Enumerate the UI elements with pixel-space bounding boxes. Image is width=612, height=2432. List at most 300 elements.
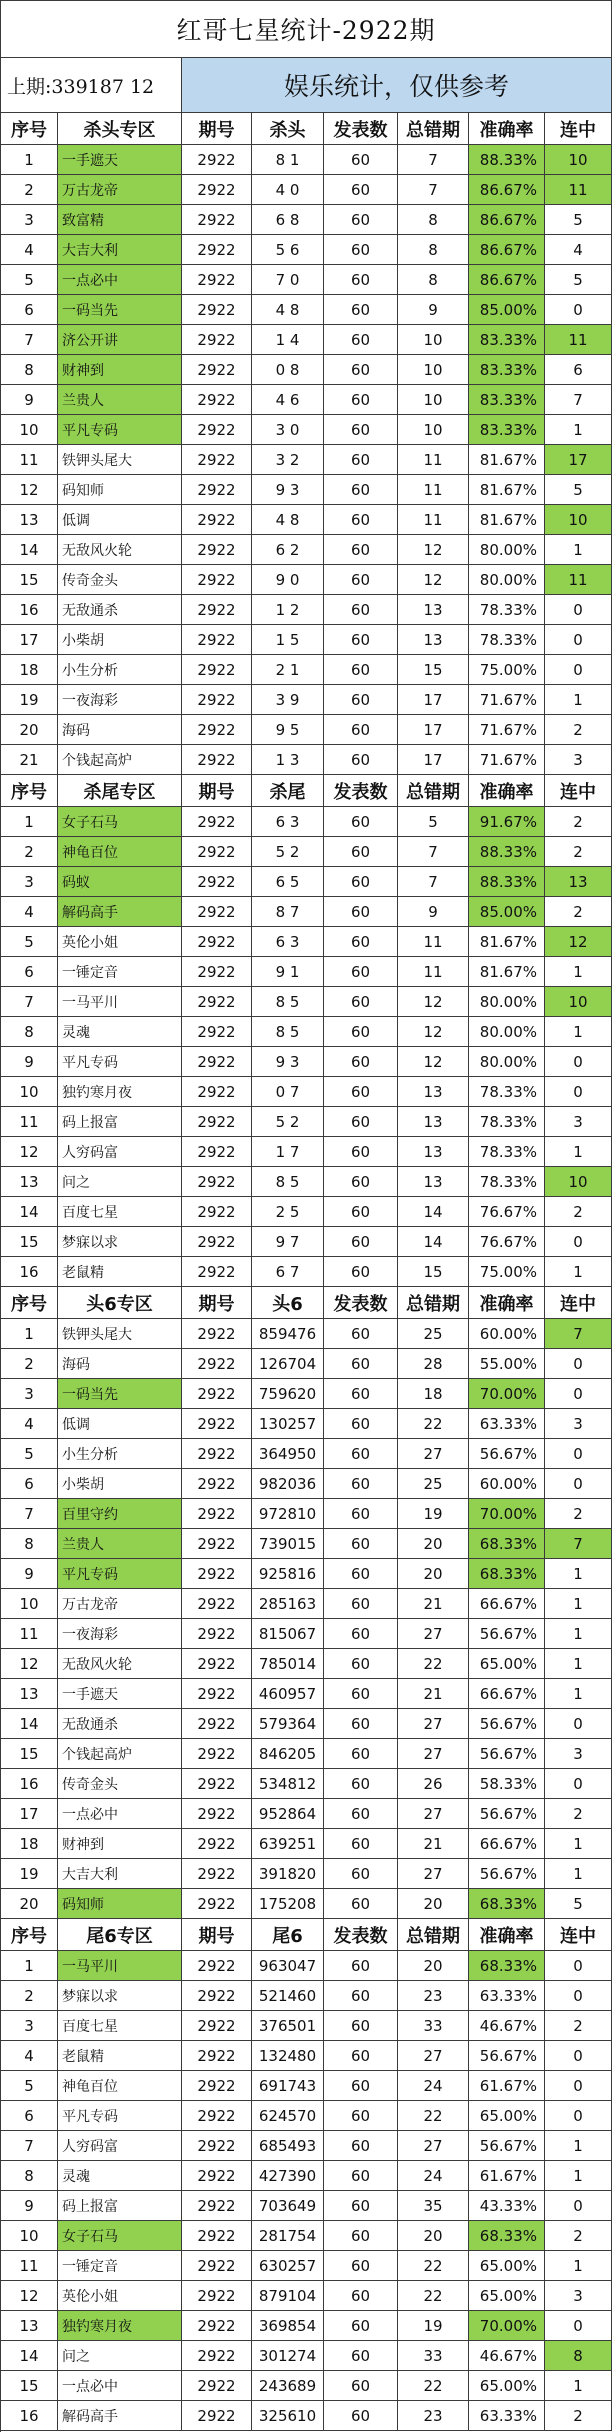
streak-cell: 10 (545, 505, 612, 535)
table-row (1, 2251, 612, 2281)
row-index-cell: 1 (1, 1951, 58, 1981)
row-index-cell: 14 (1, 535, 58, 565)
row-index-cell: 11 (1, 1619, 58, 1649)
table-row (1, 2131, 612, 2161)
issue-cell: 2922 (182, 1799, 252, 1829)
accuracy-cell: 66.67% (469, 1679, 545, 1709)
disclaimer-banner: 娱乐统计，仅供参考 (182, 58, 612, 113)
expert-name-cell: 独钓寒月夜 (58, 2311, 182, 2341)
row-index-cell: 2 (1, 1981, 58, 2011)
miss-count-cell: 12 (398, 565, 469, 595)
miss-count-cell: 27 (398, 2131, 469, 2161)
expert-name-cell: 一锤定音 (58, 2251, 182, 2281)
miss-count-cell: 24 (398, 2161, 469, 2191)
column-header: 连中 (545, 1287, 612, 1319)
row-index-cell: 10 (1, 1589, 58, 1619)
prediction-cell: 815067 (252, 1619, 324, 1649)
streak-cell: 11 (545, 325, 612, 355)
row-index-cell: 14 (1, 1197, 58, 1227)
streak-cell: 7 (545, 385, 612, 415)
issue-cell: 2922 (182, 2371, 252, 2401)
expert-name-cell: 神龟百位 (58, 837, 182, 867)
expert-name-cell: 码上报富 (58, 1107, 182, 1137)
row-index-cell: 9 (1, 1559, 58, 1589)
miss-count-cell: 20 (398, 1559, 469, 1589)
table-row (1, 2101, 612, 2131)
prediction-cell: 624570 (252, 2101, 324, 2131)
post-count-cell: 60 (324, 1559, 398, 1589)
expert-name-cell: 一锤定音 (58, 957, 182, 987)
prediction-cell: 369854 (252, 2311, 324, 2341)
post-count-cell: 60 (324, 1529, 398, 1559)
prediction-cell: 6 8 (252, 205, 324, 235)
row-index-cell: 13 (1, 2311, 58, 2341)
expert-name-cell: 码知师 (58, 1889, 182, 1919)
streak-cell: 0 (545, 1951, 612, 1981)
accuracy-cell: 80.00% (469, 535, 545, 565)
post-count-cell: 60 (324, 175, 398, 205)
miss-count-cell: 13 (398, 1107, 469, 1137)
accuracy-cell: 46.67% (469, 2011, 545, 2041)
streak-cell: 7 (545, 1529, 612, 1559)
post-count-cell: 60 (324, 897, 398, 927)
row-index-cell: 15 (1, 1227, 58, 1257)
table-row (1, 325, 612, 355)
post-count-cell: 60 (324, 2161, 398, 2191)
section-title: 杀头专区 (58, 113, 182, 145)
issue-cell: 2922 (182, 1137, 252, 1167)
section-header-row (1, 1287, 612, 1319)
issue-cell: 2922 (182, 987, 252, 1017)
row-index-cell: 16 (1, 1769, 58, 1799)
miss-count-cell: 18 (398, 1379, 469, 1409)
miss-count-cell: 5 (398, 807, 469, 837)
row-index-cell: 18 (1, 1829, 58, 1859)
expert-name-cell: 传奇金头 (58, 1769, 182, 1799)
post-count-cell: 60 (324, 1379, 398, 1409)
expert-name-cell: 无敌通杀 (58, 595, 182, 625)
row-index-cell: 10 (1, 2221, 58, 2251)
row-index-cell: 8 (1, 1529, 58, 1559)
accuracy-cell: 83.33% (469, 325, 545, 355)
prediction-cell: 130257 (252, 1409, 324, 1439)
miss-count-cell: 11 (398, 957, 469, 987)
expert-name-cell: 灵魂 (58, 2161, 182, 2191)
miss-count-cell: 27 (398, 1859, 469, 1889)
prediction-cell: 9 5 (252, 715, 324, 745)
miss-count-cell: 21 (398, 1589, 469, 1619)
prediction-cell: 639251 (252, 1829, 324, 1859)
table-row (1, 1319, 612, 1349)
column-header: 发表数 (324, 775, 398, 807)
streak-cell: 3 (545, 2281, 612, 2311)
post-count-cell: 60 (324, 837, 398, 867)
stats-section (1, 1919, 612, 2431)
row-index-cell: 5 (1, 2071, 58, 2101)
table-row (1, 535, 612, 565)
row-index-cell: 2 (1, 1349, 58, 1379)
row-index-cell: 5 (1, 1439, 58, 1469)
prediction-cell: 534812 (252, 1769, 324, 1799)
expert-name-cell: 神龟百位 (58, 2071, 182, 2101)
expert-name-cell: 个钱起高炉 (58, 1739, 182, 1769)
expert-name-cell: 一点必中 (58, 1799, 182, 1829)
row-index-cell: 4 (1, 897, 58, 927)
miss-count-cell: 22 (398, 2101, 469, 2131)
streak-cell: 2 (545, 715, 612, 745)
table-row (1, 1981, 612, 2011)
expert-name-cell: 英伦小姐 (58, 927, 182, 957)
issue-cell: 2922 (182, 415, 252, 445)
accuracy-cell: 70.00% (469, 1379, 545, 1409)
miss-count-cell: 20 (398, 1951, 469, 1981)
prediction-cell: 285163 (252, 1589, 324, 1619)
table-row (1, 1047, 612, 1077)
table-row (1, 505, 612, 535)
prediction-cell: 2 1 (252, 655, 324, 685)
section-header-row (1, 775, 612, 807)
accuracy-cell: 85.00% (469, 295, 545, 325)
streak-cell: 2 (545, 1799, 612, 1829)
post-count-cell: 60 (324, 2101, 398, 2131)
table-row (1, 415, 612, 445)
prediction-cell: 8 1 (252, 145, 324, 175)
expert-name-cell: 一点必中 (58, 2371, 182, 2401)
accuracy-cell: 68.33% (469, 1559, 545, 1589)
expert-name-cell: 低调 (58, 505, 182, 535)
row-index-cell: 15 (1, 1739, 58, 1769)
row-index-cell: 3 (1, 2011, 58, 2041)
post-count-cell: 60 (324, 1829, 398, 1859)
miss-count-cell: 7 (398, 837, 469, 867)
prediction-cell: 4 8 (252, 505, 324, 535)
post-count-cell: 60 (324, 1951, 398, 1981)
expert-name-cell: 铁钾头尾大 (58, 1319, 182, 1349)
miss-count-cell: 27 (398, 1739, 469, 1769)
expert-name-cell: 一码当先 (58, 295, 182, 325)
accuracy-cell: 61.67% (469, 2161, 545, 2191)
table-row (1, 1559, 612, 1589)
table-row (1, 1769, 612, 1799)
issue-cell: 2922 (182, 1589, 252, 1619)
miss-count-cell: 20 (398, 1889, 469, 1919)
expert-name-cell: 老鼠精 (58, 2041, 182, 2071)
accuracy-cell: 71.67% (469, 745, 545, 775)
post-count-cell: 60 (324, 1769, 398, 1799)
streak-cell: 2 (545, 2401, 612, 2431)
post-count-cell: 60 (324, 1227, 398, 1257)
accuracy-cell: 78.33% (469, 1137, 545, 1167)
prediction-cell: 685493 (252, 2131, 324, 2161)
accuracy-cell: 76.67% (469, 1197, 545, 1227)
row-index-cell: 13 (1, 1167, 58, 1197)
issue-cell: 2922 (182, 1679, 252, 1709)
prediction-cell: 579364 (252, 1709, 324, 1739)
post-count-cell: 60 (324, 1349, 398, 1379)
row-index-cell: 10 (1, 415, 58, 445)
expert-name-cell: 万古龙帝 (58, 175, 182, 205)
issue-cell: 2922 (182, 2251, 252, 2281)
prediction-cell: 281754 (252, 2221, 324, 2251)
table-row (1, 1619, 612, 1649)
streak-cell: 17 (545, 445, 612, 475)
miss-count-cell: 19 (398, 1499, 469, 1529)
accuracy-cell: 83.33% (469, 355, 545, 385)
streak-cell: 3 (545, 1739, 612, 1769)
accuracy-cell: 68.33% (469, 2221, 545, 2251)
expert-name-cell: 小柴胡 (58, 625, 182, 655)
prediction-cell: 9 7 (252, 1227, 324, 1257)
prediction-cell: 963047 (252, 1951, 324, 1981)
row-index-cell: 12 (1, 475, 58, 505)
miss-count-cell: 33 (398, 2011, 469, 2041)
post-count-cell: 60 (324, 2131, 398, 2161)
streak-cell: 0 (545, 2191, 612, 2221)
row-index-cell: 16 (1, 595, 58, 625)
post-count-cell: 60 (324, 265, 398, 295)
accuracy-cell: 78.33% (469, 595, 545, 625)
miss-count-cell: 25 (398, 1319, 469, 1349)
miss-count-cell: 7 (398, 175, 469, 205)
miss-count-cell: 17 (398, 685, 469, 715)
miss-count-cell: 22 (398, 2251, 469, 2281)
expert-name-cell: 低调 (58, 1409, 182, 1439)
prediction-cell: 427390 (252, 2161, 324, 2191)
prediction-cell: 982036 (252, 1469, 324, 1499)
prediction-cell: 6 5 (252, 867, 324, 897)
streak-cell: 2 (545, 1499, 612, 1529)
accuracy-cell: 86.67% (469, 175, 545, 205)
prediction-cell: 6 3 (252, 807, 324, 837)
expert-name-cell: 个钱起高炉 (58, 745, 182, 775)
table-row (1, 1469, 612, 1499)
section-title: 杀尾专区 (58, 775, 182, 807)
post-count-cell: 60 (324, 205, 398, 235)
miss-count-cell: 8 (398, 265, 469, 295)
prediction-cell: 3 2 (252, 445, 324, 475)
accuracy-cell: 78.33% (469, 1167, 545, 1197)
last-issue-result: 上期:339187 12 (1, 58, 182, 113)
streak-cell: 3 (545, 1409, 612, 1439)
table-row (1, 1227, 612, 1257)
expert-name-cell: 财神到 (58, 1829, 182, 1859)
row-index-cell: 8 (1, 355, 58, 385)
table-row (1, 205, 612, 235)
column-header: 连中 (545, 775, 612, 807)
prediction-cell: 739015 (252, 1529, 324, 1559)
row-index-cell: 13 (1, 1679, 58, 1709)
prediction-cell: 9 3 (252, 1047, 324, 1077)
streak-cell: 5 (545, 265, 612, 295)
post-count-cell: 60 (324, 325, 398, 355)
expert-name-cell: 万古龙帝 (58, 1589, 182, 1619)
post-count-cell: 60 (324, 1649, 398, 1679)
miss-count-cell: 15 (398, 1257, 469, 1287)
miss-count-cell: 11 (398, 927, 469, 957)
prediction-cell: 1 4 (252, 325, 324, 355)
accuracy-cell: 86.67% (469, 205, 545, 235)
column-header: 期号 (182, 775, 252, 807)
column-header: 准确率 (469, 113, 545, 145)
row-index-cell: 9 (1, 1047, 58, 1077)
streak-cell: 0 (545, 2311, 612, 2341)
accuracy-cell: 71.67% (469, 685, 545, 715)
expert-name-cell: 百度七星 (58, 2011, 182, 2041)
prediction-cell: 5 2 (252, 1107, 324, 1137)
prediction-cell: 132480 (252, 2041, 324, 2071)
issue-cell: 2922 (182, 505, 252, 535)
issue-cell: 2922 (182, 957, 252, 987)
table-row (1, 175, 612, 205)
streak-cell: 0 (545, 595, 612, 625)
table-row (1, 1529, 612, 1559)
accuracy-cell: 65.00% (469, 2371, 545, 2401)
issue-cell: 2922 (182, 1227, 252, 1257)
miss-count-cell: 28 (398, 1349, 469, 1379)
miss-count-cell: 22 (398, 1649, 469, 1679)
post-count-cell: 60 (324, 1499, 398, 1529)
row-index-cell: 3 (1, 1379, 58, 1409)
streak-cell: 1 (545, 2161, 612, 2191)
expert-name-cell: 人穷码富 (58, 2131, 182, 2161)
streak-cell: 3 (545, 745, 612, 775)
post-count-cell: 60 (324, 1589, 398, 1619)
prediction-cell: 859476 (252, 1319, 324, 1349)
prediction-cell: 325610 (252, 2401, 324, 2431)
expert-name-cell: 无敌通杀 (58, 1709, 182, 1739)
table-row (1, 1679, 612, 1709)
streak-cell: 1 (545, 1257, 612, 1287)
table-row (1, 265, 612, 295)
streak-cell: 1 (545, 535, 612, 565)
prediction-cell: 6 3 (252, 927, 324, 957)
issue-cell: 2922 (182, 1379, 252, 1409)
expert-name-cell: 问之 (58, 2341, 182, 2371)
row-index-cell: 4 (1, 1409, 58, 1439)
page-title: 红哥七星统计-2922期 (1, 1, 612, 58)
miss-count-cell: 21 (398, 1829, 469, 1859)
issue-cell: 2922 (182, 1619, 252, 1649)
row-index-cell: 19 (1, 685, 58, 715)
expert-name-cell: 小生分析 (58, 1439, 182, 1469)
accuracy-cell: 83.33% (469, 415, 545, 445)
post-count-cell: 60 (324, 2311, 398, 2341)
post-count-cell: 60 (324, 1439, 398, 1469)
post-count-cell: 60 (324, 1739, 398, 1769)
table-row (1, 1649, 612, 1679)
post-count-cell: 60 (324, 2281, 398, 2311)
table-row (1, 2191, 612, 2221)
row-index-cell: 1 (1, 145, 58, 175)
column-header: 发表数 (324, 1287, 398, 1319)
accuracy-cell: 81.67% (469, 475, 545, 505)
prediction-cell: 879104 (252, 2281, 324, 2311)
column-header: 总错期 (398, 775, 469, 807)
accuracy-cell: 86.67% (469, 235, 545, 265)
accuracy-cell: 70.00% (469, 1499, 545, 1529)
post-count-cell: 60 (324, 1889, 398, 1919)
column-header: 发表数 (324, 113, 398, 145)
prediction-cell: 8 5 (252, 987, 324, 1017)
miss-count-cell: 12 (398, 535, 469, 565)
row-index-cell: 10 (1, 1077, 58, 1107)
expert-name-cell: 码蚁 (58, 867, 182, 897)
stats-section (1, 775, 612, 1287)
streak-cell: 1 (545, 2251, 612, 2281)
expert-name-cell: 独钓寒月夜 (58, 1077, 182, 1107)
row-index-cell: 13 (1, 505, 58, 535)
accuracy-cell: 65.00% (469, 1649, 545, 1679)
expert-name-cell: 一夜海彩 (58, 685, 182, 715)
expert-name-cell: 铁钾头尾大 (58, 445, 182, 475)
prediction-cell: 521460 (252, 1981, 324, 2011)
issue-cell: 2922 (182, 2101, 252, 2131)
row-index-cell: 6 (1, 2101, 58, 2131)
expert-name-cell: 兰贵人 (58, 385, 182, 415)
miss-count-cell: 22 (398, 1409, 469, 1439)
table-row (1, 867, 612, 897)
expert-name-cell: 一马平川 (58, 1951, 182, 1981)
table-row (1, 2161, 612, 2191)
column-header: 序号 (1, 1919, 58, 1951)
issue-cell: 2922 (182, 445, 252, 475)
streak-cell: 0 (545, 1077, 612, 1107)
post-count-cell: 60 (324, 2221, 398, 2251)
row-index-cell: 14 (1, 2341, 58, 2371)
miss-count-cell: 35 (398, 2191, 469, 2221)
expert-name-cell: 无敌风火轮 (58, 535, 182, 565)
miss-count-cell: 22 (398, 2281, 469, 2311)
post-count-cell: 60 (324, 1409, 398, 1439)
post-count-cell: 60 (324, 475, 398, 505)
table-row (1, 1709, 612, 1739)
prediction-cell: 6 2 (252, 535, 324, 565)
post-count-cell: 60 (324, 385, 398, 415)
table-row (1, 1137, 612, 1167)
accuracy-cell: 46.67% (469, 2341, 545, 2371)
table-row (1, 235, 612, 265)
streak-cell: 1 (545, 1679, 612, 1709)
accuracy-cell: 60.00% (469, 1319, 545, 1349)
table-row (1, 2041, 612, 2071)
issue-cell: 2922 (182, 2281, 252, 2311)
table-row (1, 2341, 612, 2371)
accuracy-cell: 71.67% (469, 715, 545, 745)
streak-cell: 0 (545, 1709, 612, 1739)
post-count-cell: 60 (324, 655, 398, 685)
prediction-cell: 364950 (252, 1439, 324, 1469)
post-count-cell: 60 (324, 1799, 398, 1829)
accuracy-cell: 65.00% (469, 2101, 545, 2131)
streak-cell: 0 (545, 2101, 612, 2131)
row-index-cell: 3 (1, 867, 58, 897)
streak-cell: 1 (545, 2131, 612, 2161)
column-header: 总错期 (398, 113, 469, 145)
issue-cell: 2922 (182, 1559, 252, 1589)
streak-cell: 10 (545, 145, 612, 175)
table-row (1, 445, 612, 475)
accuracy-cell: 78.33% (469, 1107, 545, 1137)
expert-name-cell: 一夜海彩 (58, 1619, 182, 1649)
miss-count-cell: 14 (398, 1227, 469, 1257)
issue-cell: 2922 (182, 897, 252, 927)
prediction-cell: 691743 (252, 2071, 324, 2101)
table-row (1, 2071, 612, 2101)
accuracy-cell: 75.00% (469, 655, 545, 685)
row-index-cell: 21 (1, 745, 58, 775)
post-count-cell: 60 (324, 2011, 398, 2041)
issue-cell: 2922 (182, 1709, 252, 1739)
